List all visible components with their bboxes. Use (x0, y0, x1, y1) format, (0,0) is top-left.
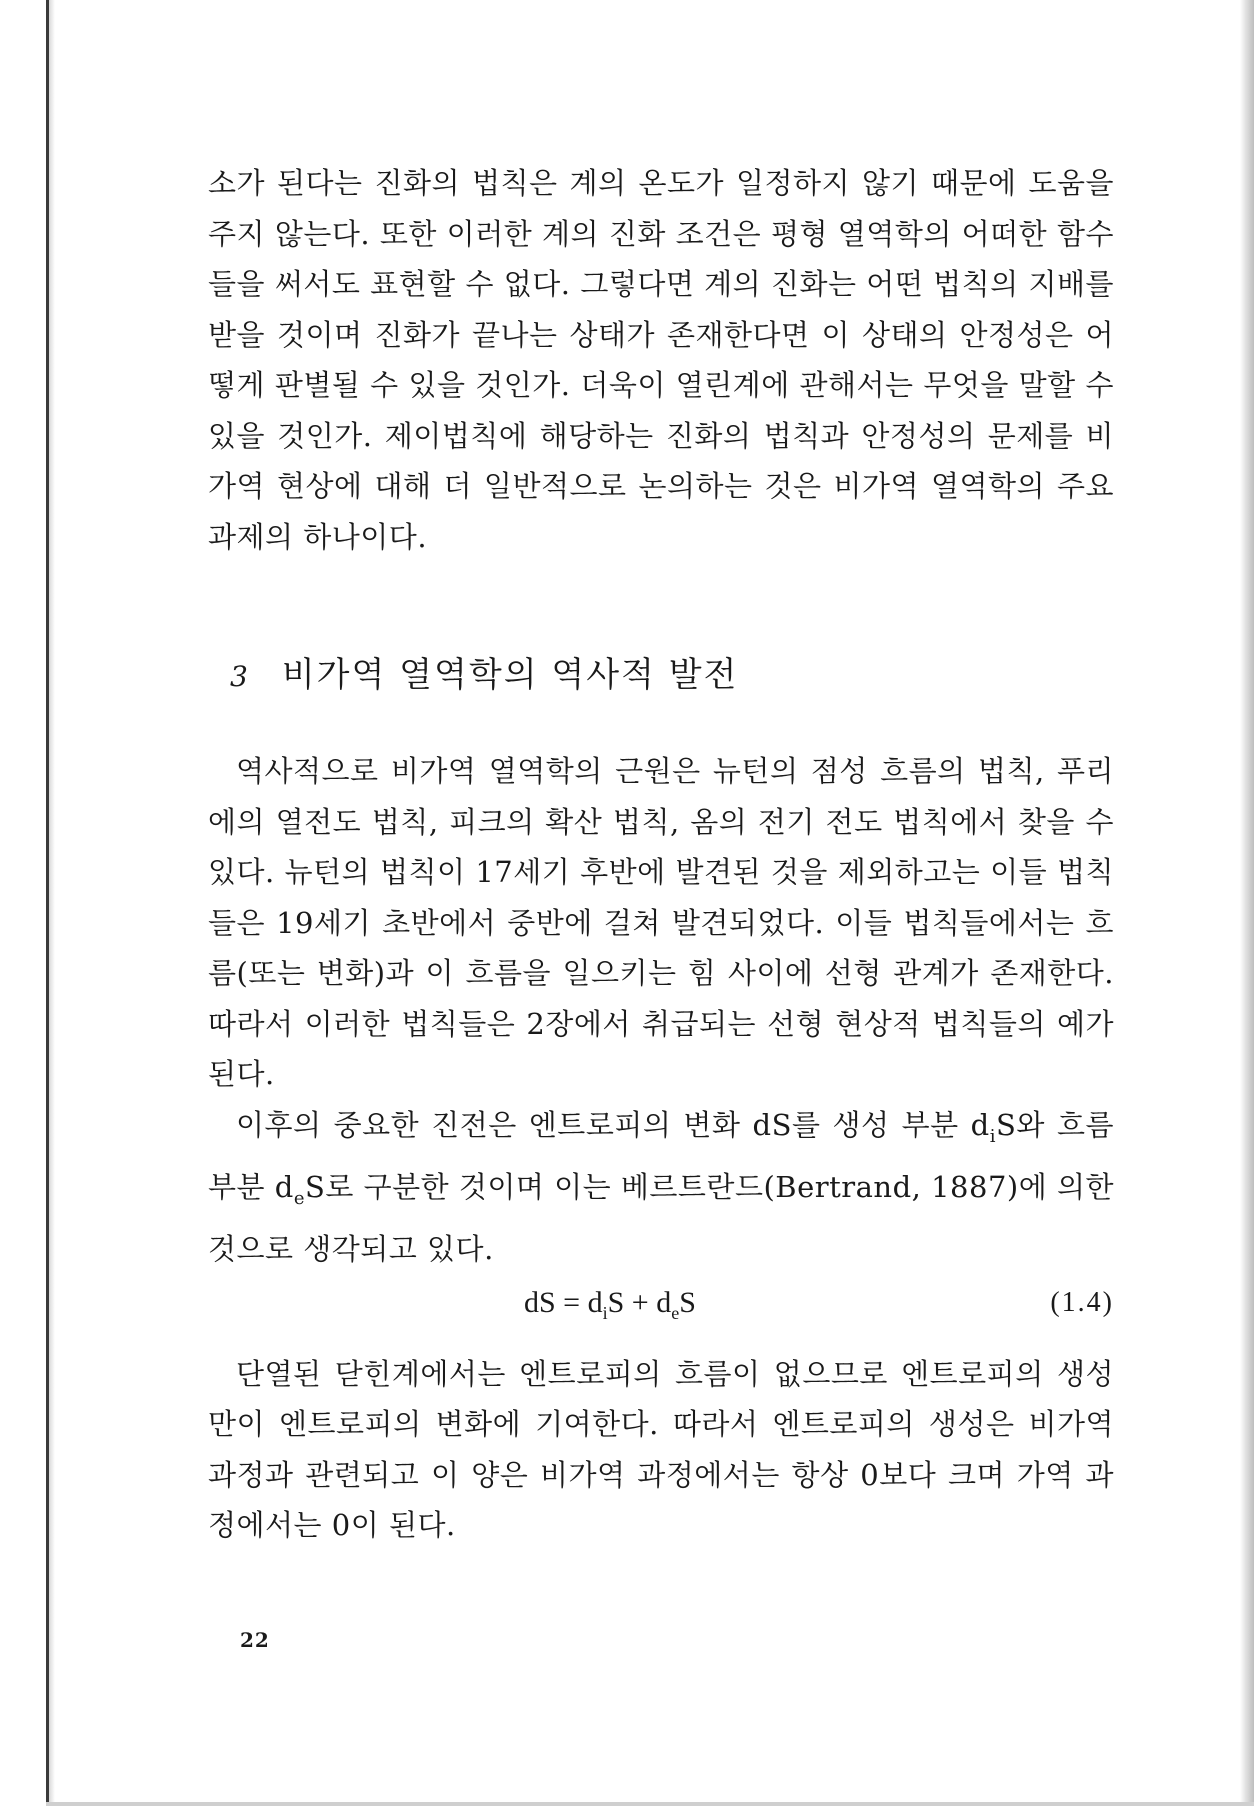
paragraph-entropy-text-1: 이후의 중요한 진전은 엔트로피의 변화 dS를 생성 부분 d (236, 1107, 990, 1142)
equation-lhs: dS = d (524, 1285, 603, 1319)
subscript-i: i (989, 1125, 997, 1147)
paragraph-continued: 소가 된다는 진화의 법칙은 계의 온도가 일정하지 않기 때문에 도움을 주지 않는다. 또한 이러한 계의 진화 조건은 평형 열역학의 어떠한 함수들을 써서도 표현할 수 없다. 그렇다면 계의 진화는 어떤 법칙의 지배를 받을 것이며 진화가 끝나는 상태가 존재한다면 이 상태의 안정성은 어떻게 판별될 수 있을 것인가. 더욱이 열린계에 관해서는 무엇을 말할 수 있을 것인가. 제이법칙에 해당하는 진화의 법칙과 안정성의 문제를 비가역 현상에 대해 더 일반적으로 논의하는 것은 비가역 열역학의 주요 과제의 하나이다. (208, 166, 1114, 554)
equation-sub-e: e (671, 1302, 680, 1323)
equation-mid: S + d (607, 1285, 672, 1319)
paragraph-entropy-text-3: S로 구분한 것이며 이는 베르트란드(Bertrand, 1887)에 의한 것으로 생각되고 있다. (208, 1169, 1114, 1267)
section-number: 3 (230, 660, 250, 693)
section-heading (230, 650, 1114, 702)
page-right-edge (1240, 0, 1254, 1806)
equation-row (208, 1275, 1114, 1331)
equation-sub-i: i (602, 1302, 608, 1323)
paragraph-entropy-text-2: S와 흐름 부분 d (208, 1107, 1114, 1204)
subscript-e: e (293, 1187, 305, 1209)
paragraph-entropy-split (208, 1100, 1114, 1275)
page-body (208, 158, 1114, 1551)
equation-rhs: S (679, 1285, 696, 1319)
equation-number: (1.4) (1050, 1286, 1114, 1318)
paragraph-history: 역사적으로 비가역 열역학의 근원은 뉴턴의 점성 흐름의 법칙, 푸리에의 열전도 법칙, 피크의 확산 법칙, 옴의 전기 전도 법칙에서 찾을 수 있다. 뉴턴의 법칙이 17세기 후반에 발견된 것을 제외하고는 이들 법칙들은 19세기 초반에서 중반에 걸쳐 발견되었다. 이들 법칙들에서는 흐름(또는 변화)과 이 흐름을 일으키는 힘 사이에 선형 관계가 존재한다. 따라서 이러한 법칙들은 2장에서 취급되는 선형 현상적 법칙들의 예가 된다. (208, 754, 1114, 1091)
paragraph-adiabatic: 단열된 닫힌계에서는 엔트로피의 흐름이 없으므로 엔트로피의 생성만이 엔트로피의 변화에 기여한다. 따라서 엔트로피의 생성은 비가역 과정과 관련되고 이 양은 비가역 과정에서는 항상 0보다 크며 가역 과정에서는 0이 된다. (208, 1356, 1114, 1543)
page-binding-shadow (49, 0, 55, 1806)
section-title: 비가역 열역학의 역사적 발전 (281, 655, 739, 695)
page-number: 22 (240, 1628, 270, 1652)
equation (524, 1275, 696, 1341)
page-bottom-edge (46, 1802, 1254, 1806)
